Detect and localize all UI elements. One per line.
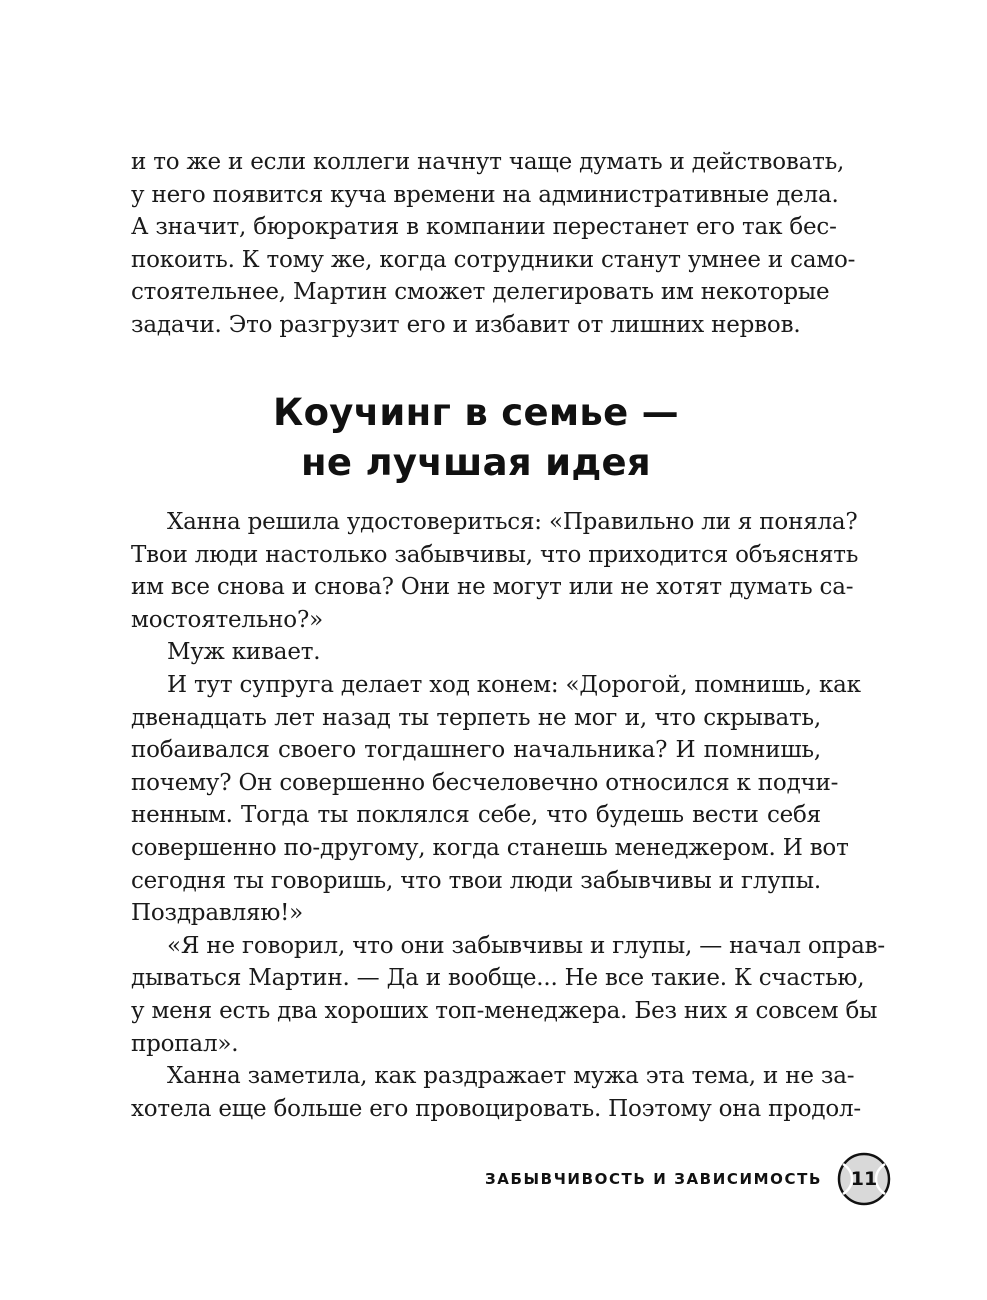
text-line: И тут супруга делает ход конем: «Дорогой, помнишь, как [167, 671, 861, 698]
text-line: им все снова и снова? Они не могут или не хотят думать са- [131, 574, 854, 601]
text-line: задачи. Это разгрузит его и избавит от лишних нервов. [131, 311, 801, 338]
text-line: стоятельнее, Мартин сможет делегировать им некоторые [131, 279, 830, 306]
text-line: Поздравляю!» [131, 900, 304, 927]
text-line: Муж кивает. [167, 639, 321, 666]
text-line: почему? Он совершенно бесчеловечно относился к подчи- [131, 769, 839, 796]
text-line: мостоятельно?» [131, 606, 323, 633]
section-heading-line-1: Коучинг в семье — [273, 391, 679, 434]
text-line: двенадцать лет назад ты терпеть не мог и, что скрывать, [131, 704, 821, 731]
text-line: побаивался своего тогдашнего начальника? И помнишь, [131, 737, 821, 764]
text-line: дываться Мартин. — Да и вообще... Не все такие. К счастью, [131, 965, 865, 992]
intro-paragraph [131, 146, 856, 342]
running-title: ЗАБЫВЧИВОСТЬ И ЗАВИСИМОСТЬ [485, 1170, 822, 1188]
text-line: Ханна решила удостовериться: «Правильно ли я поняла? [167, 509, 858, 535]
text-line: покоить. К тому же, когда сотрудники станут умнее и само- [131, 246, 856, 273]
body-text [131, 506, 885, 1125]
text-line: А значит, бюрократия в компании перестанет его так бес- [131, 214, 837, 241]
text-line: хотела еще больше его провоцировать. Поэтому она продол- [131, 1095, 861, 1122]
page-number-badge [837, 1152, 891, 1206]
text-line: ненным. Тогда ты поклялся себе, что будешь вести себя [131, 802, 821, 829]
text-line: сегодня ты говоришь, что твои люди забывчивы и глупы. [131, 867, 821, 894]
text-line: пропал». [131, 1030, 239, 1057]
section-heading-line-2: не лучшая идея [301, 441, 651, 484]
text-line: совершенно по-другому, когда станешь менеджером. И вот [131, 834, 849, 861]
text-line: у меня есть два хороших топ-менеджера. Без них я совсем бы [131, 997, 878, 1024]
text-line: Твои люди настолько забывчивы, что приходится объяснять [131, 541, 859, 568]
text-line: у него появится куча времени на административные дела. [131, 181, 839, 208]
page-number: 11 [850, 1168, 878, 1190]
text-line: «Я не говорил, что они забывчивы и глупы, — начал оправ- [167, 932, 885, 959]
text-line: Ханна заметила, как раздражает мужа эта тема, и не за- [167, 1063, 855, 1090]
section-heading [131, 388, 821, 488]
text-line: и то же и если коллеги начнут чаще думать и действовать, [131, 149, 845, 175]
